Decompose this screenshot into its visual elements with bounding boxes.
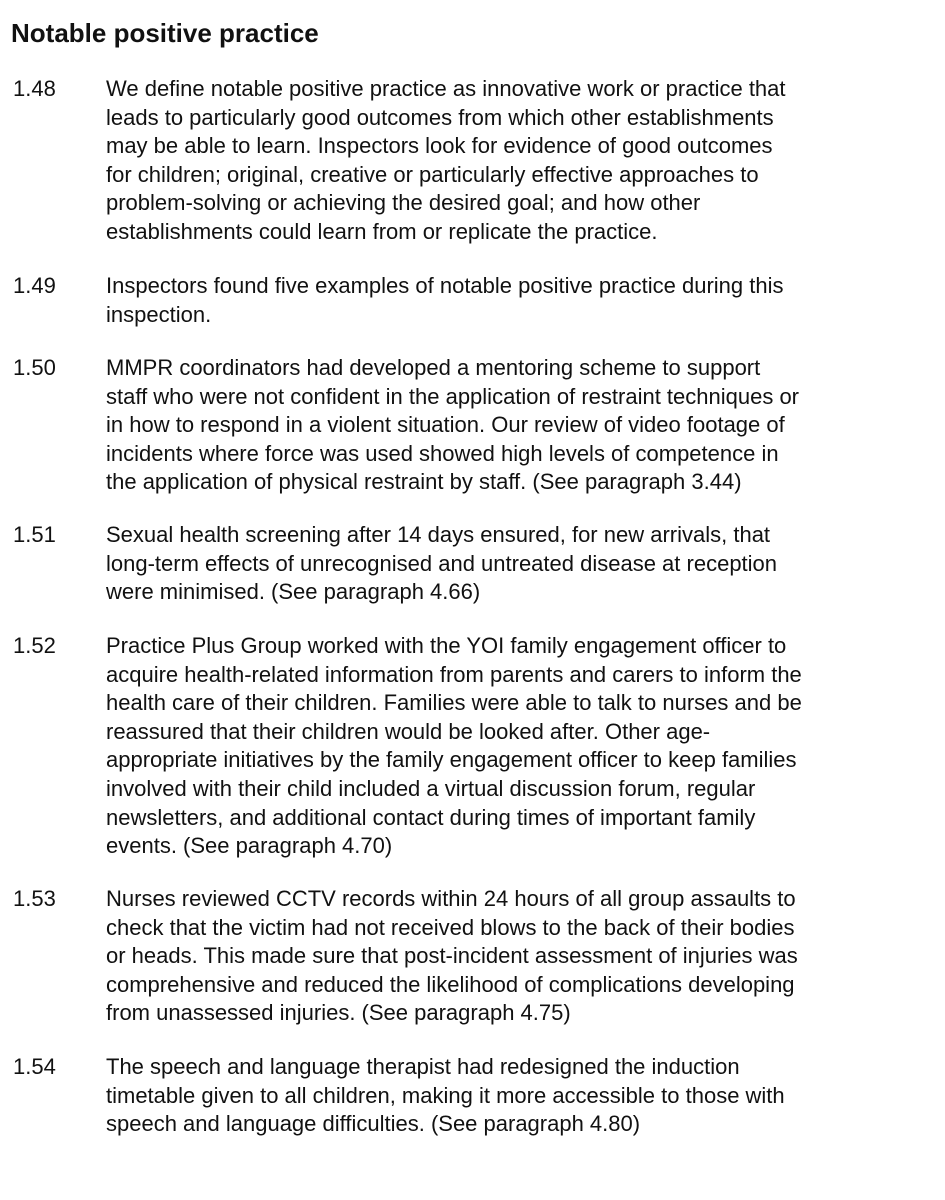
text-line: inspection. xyxy=(106,301,212,327)
text-line: long-term effects of unrecognised and untreated disease at reception xyxy=(106,550,778,576)
paragraph-number: 1.51 xyxy=(13,522,56,547)
text-line: in how to respond in a violent situation. Our review of video footage of xyxy=(106,412,785,438)
paragraph-number: 1.52 xyxy=(13,633,56,658)
text-line: Sexual health screening after 14 days ensured, for new arrivals, that xyxy=(106,522,771,547)
text-line: events. (See paragraph 4.70) xyxy=(106,833,393,859)
paragraph-number: 1.53 xyxy=(13,886,56,911)
text-line: comprehensive and reduced the likelihood of complications developing xyxy=(106,971,795,997)
paragraph-text xyxy=(106,885,906,1028)
text-line: may be able to learn. Inspectors look for evidence of good outcomes xyxy=(106,133,773,159)
paragraph-number: 1.49 xyxy=(13,273,56,298)
paragraph-text xyxy=(106,632,906,861)
paragraph-number: 1.54 xyxy=(13,1054,56,1079)
paragraph-text xyxy=(106,272,906,329)
text-line: incidents where force was used showed high levels of competence in xyxy=(106,440,779,466)
text-line: involved with their child included a virtual discussion forum, regular xyxy=(106,775,756,801)
text-line: health care of their children. Families were able to talk to nurses and be xyxy=(106,690,802,716)
text-line: the application of physical restraint by staff. (See paragraph 3.44) xyxy=(106,469,742,495)
paragraph-number: 1.48 xyxy=(13,76,56,101)
paragraph-number: 1.50 xyxy=(13,355,56,380)
text-line: Inspectors found five examples of notable positive practice during this xyxy=(106,273,784,298)
text-line: leads to particularly good outcomes from which other establishments xyxy=(106,104,774,130)
text-line: Practice Plus Group worked with the YOI family engagement officer to xyxy=(106,633,787,658)
text-line: check that the victim had not received blows to the back of their bodies xyxy=(106,914,795,940)
text-line: establishments could learn from or replicate the practice. xyxy=(106,218,658,244)
text-line: Nurses reviewed CCTV records within 24 hours of all group assaults to xyxy=(106,886,796,911)
paragraph-text xyxy=(106,521,906,607)
text-line: appropriate initiatives by the family engagement officer to keep families xyxy=(106,747,797,773)
text-line: or heads. This made sure that post-incident assessment of injuries was xyxy=(106,943,798,969)
text-line: for children; original, creative or particularly effective approaches to xyxy=(106,161,759,187)
section-heading: Notable positive practice xyxy=(11,18,319,48)
text-line: problem-solving or achieving the desired goal; and how other xyxy=(106,190,701,216)
text-line: newsletters, and additional contact during times of important family xyxy=(106,804,756,830)
text-line: were minimised. (See paragraph 4.66) xyxy=(106,579,481,605)
text-line: We define notable positive practice as innovative work or practice that xyxy=(106,76,786,101)
text-line: timetable given to all children, making it more accessible to those with xyxy=(106,1082,785,1108)
text-line: speech and language difficulties. (See paragraph 4.80) xyxy=(106,1111,641,1137)
text-line: acquire health-related information from parents and carers to inform the xyxy=(106,661,802,687)
paragraph-text xyxy=(106,354,906,497)
text-line: MMPR coordinators had developed a mentoring scheme to support xyxy=(106,355,761,380)
text-line: staff who were not confident in the application of restraint techniques or xyxy=(106,383,800,409)
paragraph-text xyxy=(106,1053,906,1139)
text-line: reassured that their children would be looked after. Other age- xyxy=(106,718,711,744)
text-line: from unassessed injuries. (See paragraph 4.75) xyxy=(106,1000,571,1026)
paragraph-text xyxy=(106,75,906,247)
text-line: The speech and language therapist had redesigned the induction xyxy=(106,1054,740,1079)
